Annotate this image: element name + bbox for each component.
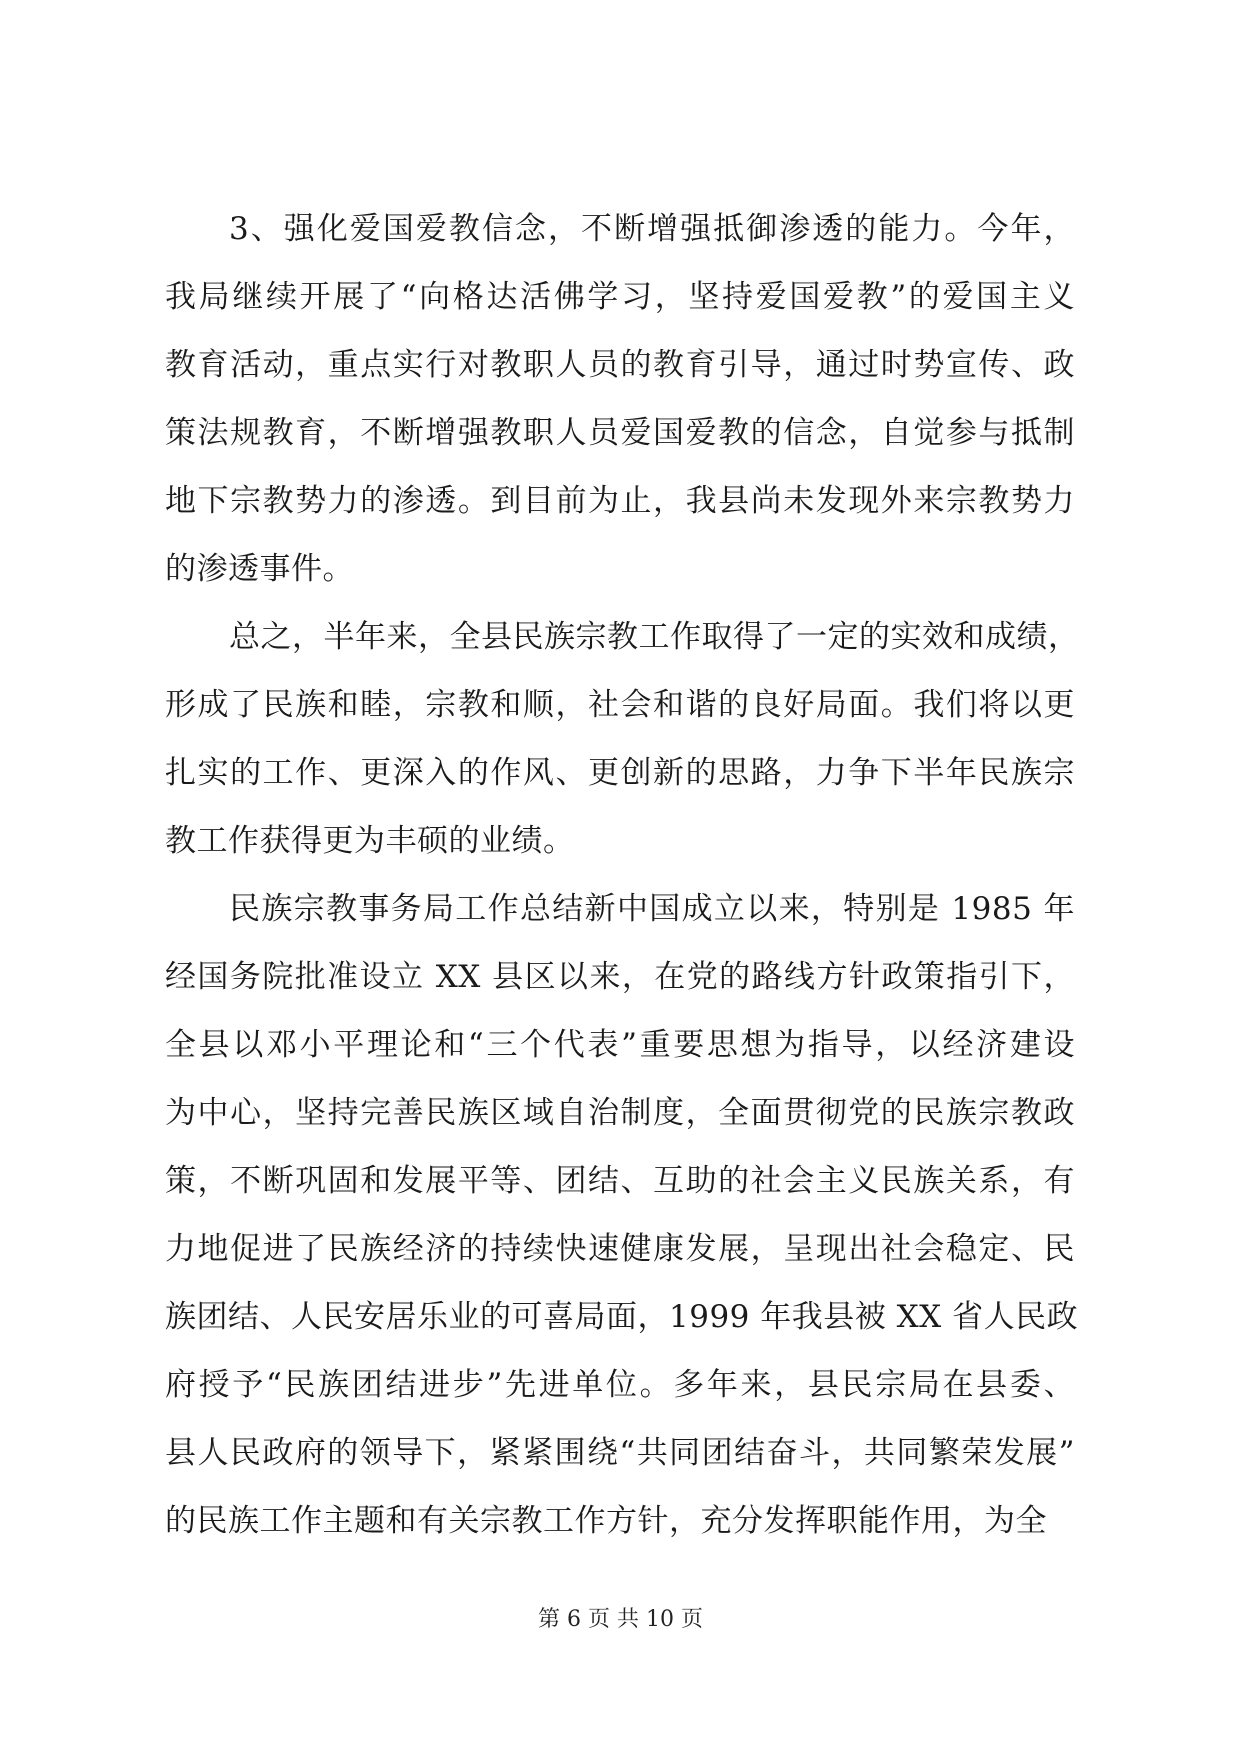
paragraph-1-line-3: 教育活动，重点实行对教职人员的教育引导，通过时势宣传、政: [165, 347, 1075, 383]
paragraph-1-line-5: 地下宗教势力的渗透。到目前为止，我县尚未发现外来宗教势力: [165, 483, 1075, 519]
paragraph-1-line-2: 我局继续开展了“向格达活佛学习，坚持爱国爱教”的爱国主义: [165, 279, 1075, 315]
paragraph-2-line-1: 总之，半年来，全县民族宗教工作取得了一定的实效和成绩，: [229, 619, 1080, 655]
paragraph-2-line-2: 形成了民族和睦，宗教和顺，社会和谐的良好局面。我们将以更: [165, 687, 1075, 723]
paragraph-3-line-6: 力地促进了民族经济的持续快速健康发展，呈现出社会稳定、民: [165, 1231, 1075, 1267]
paragraph-3-line-5: 策，不断巩固和发展平等、团结、互助的社会主义民族关系，有: [165, 1163, 1075, 1199]
paragraph-1-line-1: 3、强化爱国爱教信念，不断增强抵御渗透的能力。今年，: [229, 211, 1075, 247]
paragraph-3-line-2: 经国务院批准设立 XX 县区以来，在党的路线方针政策指引下，: [165, 959, 1075, 995]
paragraph-3-line-7: 族团结、人民安居乐业的可喜局面，1999 年我县被 XX 省人民政: [165, 1299, 1079, 1335]
page-number-footer: 第 6 页 共 10 页: [538, 1607, 703, 1632]
paragraph-1-line-4: 策法规教育，不断增强教职人员爱国爱教的信念，自觉参与抵制: [165, 415, 1075, 451]
paragraph-3-line-1: 民族宗教事务局工作总结新中国成立以来，特别是 1985 年: [229, 891, 1075, 927]
paragraph-3-line-3: 全县以邓小平理论和“三个代表”重要思想为指导，以经济建设: [165, 1027, 1075, 1063]
paragraph-3-line-4: 为中心，坚持完善民族区域自治制度，全面贯彻党的民族宗教政: [165, 1095, 1075, 1131]
paragraph-3-line-8: 府授予“民族团结进步”先进单位。多年来，县民宗局在县委、: [165, 1367, 1075, 1403]
paragraph-2-line-4: 教工作获得更为丰硕的业绩。: [165, 823, 575, 859]
paragraph-2-line-3: 扎实的工作、更深入的作风、更创新的思路，力争下半年民族宗: [165, 755, 1075, 791]
paragraph-1-line-6: 的渗透事件。: [165, 551, 354, 587]
paragraph-3-line-10: 的民族工作主题和有关宗教工作方针，充分发挥职能作用，为全: [165, 1503, 1047, 1539]
paragraph-3-line-9: 县人民政府的领导下，紧紧围绕“共同团结奋斗，共同繁荣发展”: [165, 1435, 1075, 1471]
